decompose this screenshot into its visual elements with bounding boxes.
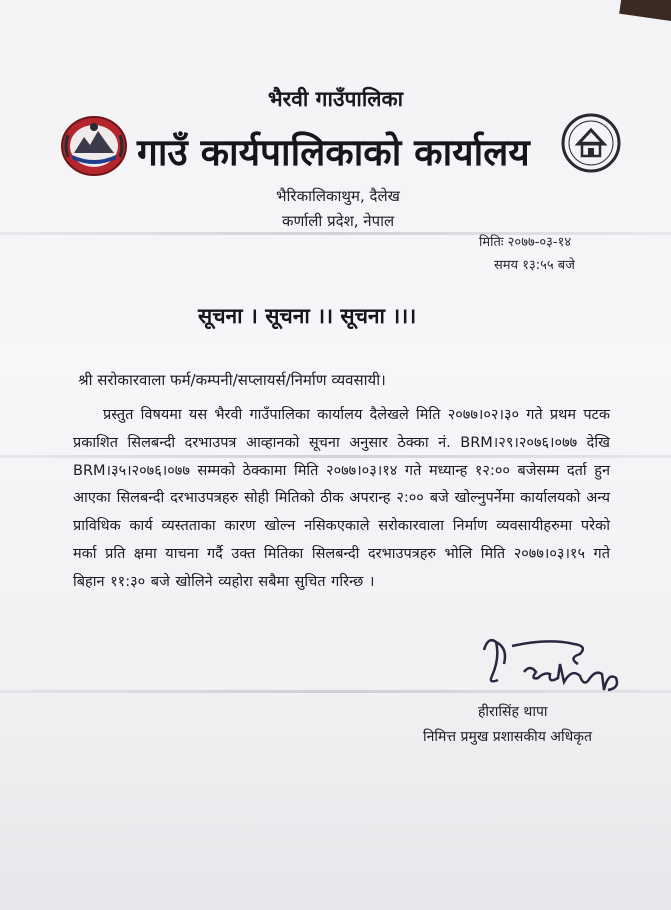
municipality-name: भैरवी गाउँपालिका xyxy=(267,87,404,111)
background-corner xyxy=(619,0,671,22)
notice-body: प्रस्तुत विषयमा यस भैरवी गाउँपालिका कार्यालय दैलेखले मिति २०७७।०२।३० गते प्रथम पटक प्रकाशित सिलबन्दी दरभाउपत्र आव्हानको सूचना अनुसार ठेक्का नं. BRM।२९।२०७६।०७७ देखि BRM।३५।२०७६।०७७ सम्मको ठेक्कामा मिति २०७७।०३।१४ गते मध्यान्ह १२:०० बजेसम्म दर्ता हुन आएका सिलबन्दी दरभाउपत्रहरु सोही मितिको ठीक अपरान्ह २:०० बजे खोल्नुपर्नेमा कार्यालयको अन्य प्राविधिक कार्य व्यस्तताका कारण खोल्न नसिकएकाले सरोकारवाला निर्माण व्यवसायीहरुमा परेको मर्का प्रति क्षमा याचना गर्दै उक्त मितिका सिलबन्दी दरभाउपत्रहरु भोलि मिति २०७७।०३।१५ गते बिहान ११:३० बजे खोलिने व्यहोरा सबैमा सुचित गरिन्छ । xyxy=(73,407,610,590)
notice-salutation: श्री सरोकारवाला फर्म/कम्पनी/सप्लायर्स/निर्माण व्यवसायी। xyxy=(78,371,386,389)
handwritten-signature xyxy=(478,628,628,708)
office-name: गाउँ कार्यपालिकाको कार्यालय xyxy=(137,131,530,174)
signatory-name: हीरासिंह थापा xyxy=(478,704,548,720)
notice-time: समय १३:५५ बजे xyxy=(494,258,575,273)
nepal-emblem-icon xyxy=(60,115,128,177)
address-line-1: भैरिकालिकाथुम, दैलेख xyxy=(276,187,400,205)
notice-date: मितिः २०७७-०३-१४ xyxy=(479,235,572,250)
signatory-title: निमित्त प्रमुख प्रशासकीय अधिकृत xyxy=(423,729,592,745)
municipality-logo-icon xyxy=(560,112,622,174)
address-line-2: कर्णाली प्रदेश, नेपाल xyxy=(282,212,395,230)
notice-title: सूचना । सूचना ।। सूचना ।।। xyxy=(198,304,417,328)
